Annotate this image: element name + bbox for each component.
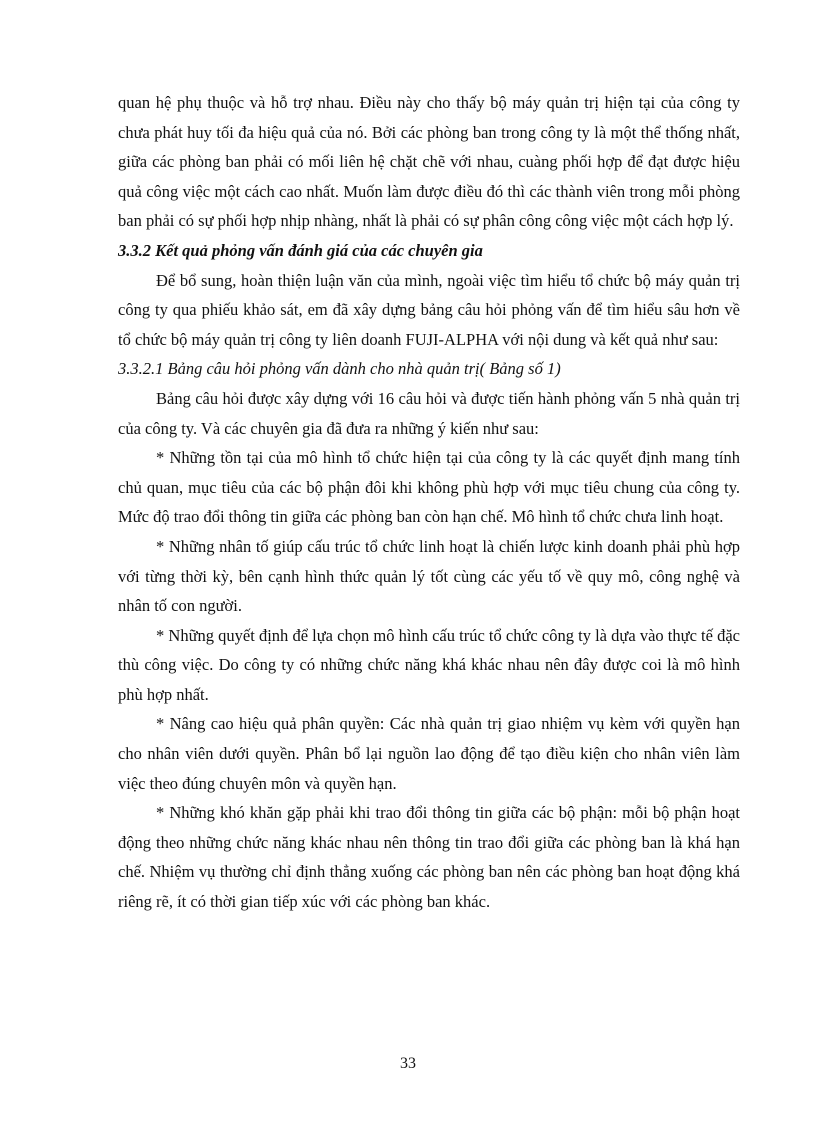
bullet-paragraph-structure-decisions: * Những quyết định để lựa chọn mô hình cấu trúc tổ chức công ty là dựa vào thực tế đặc thù công việc. Do công ty có những chức năng khá khác nhau nên đây được coi là mô hình phù hợp nhất. [118, 625, 740, 704]
page-body [118, 88, 740, 917]
subsection-heading-3-3-2-1: 3.3.2.1 Bảng câu hỏi phỏng vấn dành cho nhà quản trị( Bảng số 1) [118, 359, 561, 379]
bullet-paragraph-decentralization: * Nâng cao hiệu quả phân quyền: Các nhà quản trị giao nhiệm vụ kèm với quyền hạn cho nhân viên dưới quyền. Phân bổ lại nguồn lao động để tạo điều kiện cho nhân viên làm việc theo đúng chuyên môn và quyền hạn. [118, 714, 740, 793]
section-heading-3-3-2: 3.3.2 Kết quả phỏng vấn đánh giá của các chuyên gia [118, 240, 483, 260]
bullet-paragraph-existing-issues: * Những tồn tại của mô hình tổ chức hiện tại của công ty là các quyết định mang tính chủ quan, mục tiêu của các bộ phận đôi khi không phù hợp với mục tiêu chung của công ty. Mức độ trao đổi thông tin giữa các phòng ban còn hạn chế. Mô hình tổ chức chưa linh hoạt. [118, 448, 740, 527]
paragraph-questionnaire: Bảng câu hỏi được xây dựng với 16 câu hỏi và được tiến hành phỏng vấn 5 nhà quản trị của công ty. Và các chuyên gia đã đưa ra những ý kiến như sau: [118, 388, 740, 438]
paragraph-intro: Để bổ sung, hoàn thiện luận văn của mình, ngoài việc tìm hiểu tổ chức bộ máy quản trị công ty qua phiếu khảo sát, em đã xây dựng bảng câu hỏi phỏng vấn để tìm hiểu sâu hơn về tổ chức bộ máy quản trị công ty liên doanh FUJI-ALPHA với nội dung và kết quả như sau: [118, 270, 740, 349]
paragraph-continuation: quan hệ phụ thuộc và hỗ trợ nhau. Điều này cho thấy bộ máy quản trị hiện tại của công ty chưa phát huy tối đa hiệu quả của nó. Bởi các phòng ban trong công ty là một thể thống nhất, giữa các phòng ban phải có mối liên hệ chặt chẽ với nhau, cuàng phối hợp để đạt được hiệu quả công việc một cách cao nhất. Muốn làm được điều đó thì các thành viên trong mỗi phòng ban phải có sự phối hợp nhịp nhàng, nhất là phải có sự phân công công việc một cách hợp lý. [118, 93, 740, 231]
bullet-paragraph-communication-difficulties: * Những khó khăn gặp phải khi trao đổi thông tin giữa các bộ phận: mỗi bộ phận hoạt động theo những chức năng khác nhau nên thông tin trao đổi giữa các phòng ban là khá hạn chế. Nhiệm vụ thường chỉ định thẳng xuống các phòng ban nên các phòng ban hoạt động khá riêng rẽ, ít có thời gian tiếp xúc với các phòng ban khác. [118, 803, 740, 912]
bullet-paragraph-flexibility-factors: * Những nhân tố giúp cấu trúc tổ chức linh hoạt là chiến lược kinh doanh phải phù hợp với từng thời kỳ, bên cạnh hình thức quản lý tốt cùng các yếu tố về quy mô, công nghệ và nhân tố con người. [118, 536, 740, 616]
page-number: 33 [400, 1055, 416, 1072]
